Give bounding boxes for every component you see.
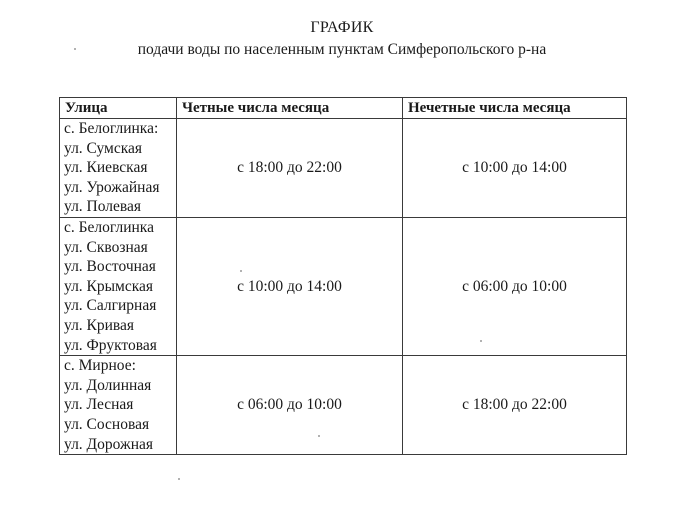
odd-days-time: с 18:00 до 22:00 — [403, 356, 627, 455]
street-name: ул. Салгирная — [64, 297, 157, 315]
table-row — [60, 119, 627, 218]
table-row — [60, 356, 627, 455]
scan-speck — [480, 340, 482, 342]
header-street: Улица — [60, 98, 177, 119]
scan-speck — [318, 435, 320, 437]
table-row — [60, 217, 627, 355]
street-name: ул. Крымская — [64, 277, 154, 295]
scan-speck — [178, 478, 180, 480]
street-name: ул. Киевская — [64, 159, 148, 177]
street-name: ул. Полевая — [64, 198, 142, 216]
street-name: ул. Сосновая — [64, 415, 150, 433]
street-name: ул. Кривая — [64, 316, 135, 334]
document-title: ГРАФИК — [310, 19, 374, 36]
document-subtitle: подачи воды по населенным пунктам Симферопольского р-на — [137, 41, 547, 58]
street-list-cell — [60, 217, 177, 355]
street-name: ул. Урожайная — [64, 178, 160, 196]
street-name: ул. Сумская — [64, 139, 143, 157]
settlement-name: с. Белоглинка — [64, 218, 154, 236]
street-name: ул. Фруктовая — [64, 336, 157, 354]
street-list-cell — [60, 356, 177, 455]
even-days-time: с 10:00 до 14:00 — [177, 217, 403, 355]
water-schedule-table — [59, 97, 627, 455]
street-name: ул. Долинная — [64, 376, 152, 394]
street-name: ул. Восточная — [64, 258, 156, 276]
odd-days-time: с 10:00 до 14:00 — [403, 119, 627, 218]
table-header-row — [60, 98, 627, 119]
settlement-name: с. Белоглинка: — [64, 120, 159, 137]
header-odd-days: Нечетные числа месяца — [403, 98, 627, 119]
scan-speck — [74, 48, 76, 50]
scan-speck — [240, 270, 242, 272]
even-days-time: с 18:00 до 22:00 — [177, 119, 403, 218]
street-name: ул. Лесная — [64, 396, 134, 414]
street-list-cell — [60, 119, 177, 218]
street-name: ул. Дорожная — [64, 435, 154, 453]
odd-days-time: с 06:00 до 10:00 — [403, 217, 627, 355]
header-even-days: Четные числа месяца — [177, 98, 403, 119]
even-days-time: с 06:00 до 10:00 — [177, 356, 403, 455]
settlement-name: с. Мирное: — [64, 357, 136, 375]
street-name: ул. Сквозная — [64, 238, 148, 256]
